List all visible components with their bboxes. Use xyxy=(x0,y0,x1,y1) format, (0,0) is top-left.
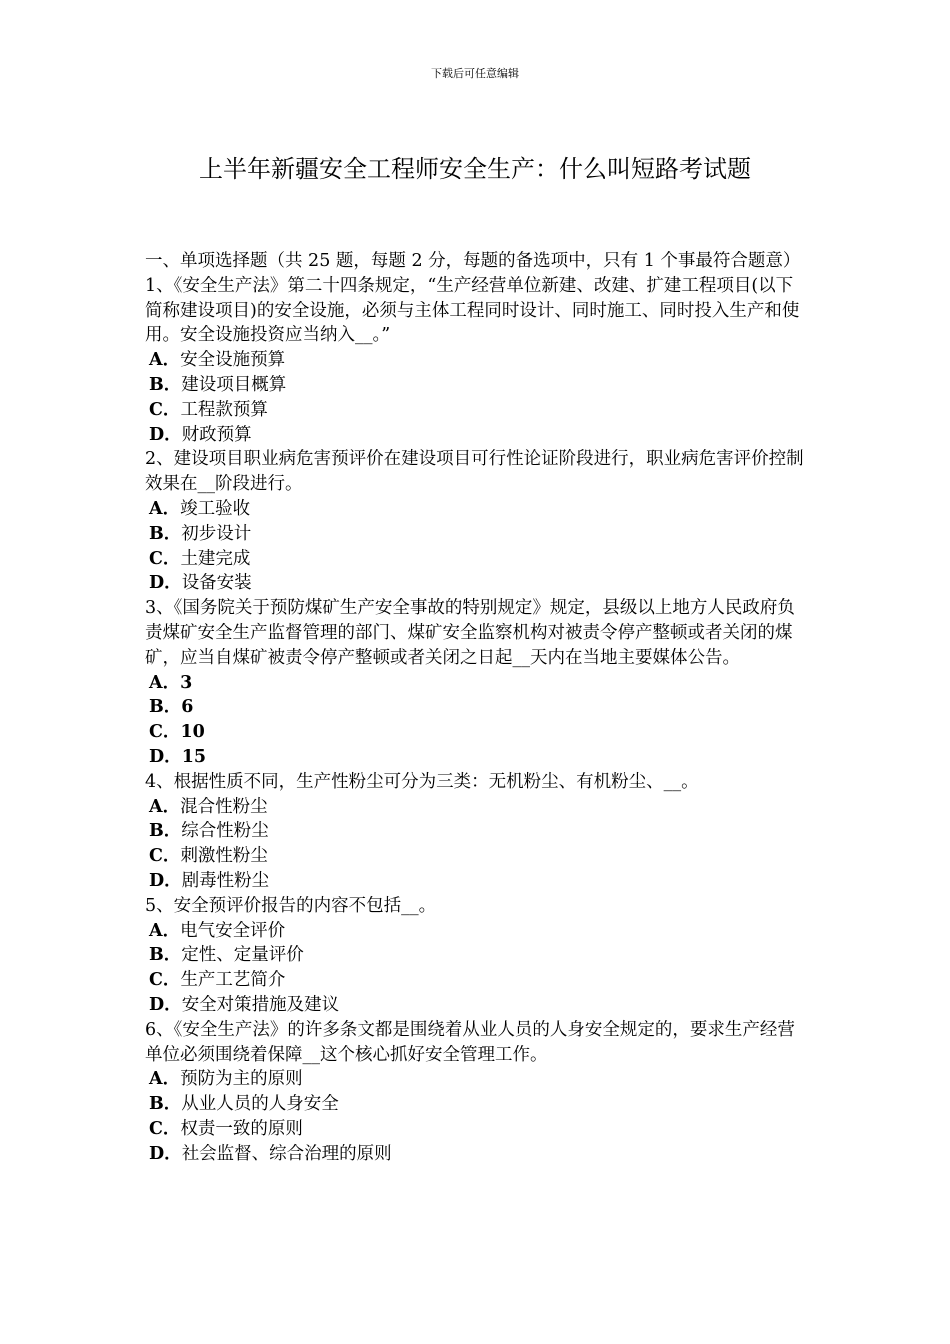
option-text: 刺激性粉尘 xyxy=(180,846,268,867)
answer-option xyxy=(145,695,810,720)
option-letter: C． xyxy=(149,722,181,743)
option-letter: D． xyxy=(149,870,182,891)
option-letter: B． xyxy=(149,374,182,395)
question-text: 6、《安全生产法》的许多条文都是围绕着从业人员的人身安全规定的，要求生产经营单位必须围绕着保障__这个核心抓好安全管理工作。 xyxy=(145,1019,795,1065)
question-block xyxy=(145,770,810,894)
answer-option xyxy=(145,1117,810,1142)
answer-option xyxy=(145,373,810,398)
exam-content xyxy=(145,249,810,1166)
option-letter: A． xyxy=(149,920,181,941)
answer-option xyxy=(145,423,810,448)
answer-option xyxy=(145,547,810,572)
option-text: 10 xyxy=(180,722,205,743)
answer-option xyxy=(145,993,810,1018)
option-letter: A． xyxy=(149,498,181,519)
option-letter: C． xyxy=(149,548,181,569)
answer-option xyxy=(145,1092,810,1117)
question-text: 3、《国务院关于预防煤矿生产安全事故的特别规定》规定，县级以上地方人民政府负责煤矿安全生产监督管理的部门、煤矿安全监察机构对被责令停产整顿或者关闭的煤矿，应当自煤矿被责令停产整顿或者关闭之日起__天内在当地主要媒体公告。 xyxy=(145,598,795,668)
question-text: 4、根据性质不同，生产性粉尘可分为三类：无机粉尘、有机粉尘、__。 xyxy=(145,771,699,792)
option-text: 权责一致的原则 xyxy=(180,1118,303,1139)
option-text: 财政预算 xyxy=(181,424,252,445)
option-text: 6 xyxy=(181,697,194,718)
option-letter: C． xyxy=(149,1118,181,1139)
answer-option xyxy=(145,968,810,993)
option-text: 生产工艺简介 xyxy=(180,970,286,991)
option-text: 安全设施预算 xyxy=(180,350,286,371)
option-letter: C． xyxy=(149,399,181,420)
option-text: 混合性粉尘 xyxy=(180,796,268,817)
option-text: 15 xyxy=(181,746,207,767)
section-heading: 一、单项选择题（共 25 题，每题 2 分，每题的备选项中，只有 1 个事最符合题意） xyxy=(145,251,801,271)
option-text: 预防为主的原则 xyxy=(180,1069,303,1090)
option-text: 安全对策措施及建议 xyxy=(181,994,340,1015)
answer-option xyxy=(145,1142,810,1167)
option-text: 综合性粉尘 xyxy=(181,821,269,842)
option-text: 电气安全评价 xyxy=(180,920,286,941)
answer-option xyxy=(145,745,810,770)
option-letter: D． xyxy=(149,573,182,594)
option-text: 初步设计 xyxy=(181,523,252,544)
option-text: 从业人员的人身安全 xyxy=(181,1094,339,1115)
option-letter: C． xyxy=(149,846,181,867)
option-letter: B． xyxy=(149,821,182,842)
answer-option xyxy=(145,844,810,869)
option-letter: A． xyxy=(149,1069,181,1090)
answer-option xyxy=(145,943,810,968)
option-letter: B． xyxy=(149,945,182,966)
question-block xyxy=(145,274,810,448)
answer-option xyxy=(145,671,810,696)
question-block xyxy=(145,894,810,1018)
option-letter: D． xyxy=(149,746,182,767)
option-text: 剧毒性粉尘 xyxy=(181,870,270,891)
answer-option xyxy=(145,720,810,745)
option-letter: B． xyxy=(149,523,182,544)
option-letter: A． xyxy=(149,350,181,371)
answer-option xyxy=(145,795,810,820)
answer-option xyxy=(145,919,810,944)
answer-option xyxy=(145,348,810,373)
option-letter: C． xyxy=(149,970,181,991)
option-letter: B． xyxy=(149,697,182,718)
answer-option xyxy=(145,398,810,423)
question-block xyxy=(145,447,810,596)
answer-option xyxy=(145,497,810,522)
document-title: 上半年新疆安全工程师安全生产：什么叫短路考试题 xyxy=(199,155,751,183)
option-letter: B． xyxy=(149,1094,182,1115)
option-text: 土建完成 xyxy=(180,548,251,569)
option-text: 工程款预算 xyxy=(180,399,268,420)
answer-option xyxy=(145,819,810,844)
option-letter: A． xyxy=(149,672,181,693)
answer-option xyxy=(145,522,810,547)
question-block xyxy=(145,1018,810,1167)
question-block xyxy=(145,596,810,770)
option-letter: D． xyxy=(149,994,182,1015)
option-letter: D． xyxy=(149,1143,182,1164)
answer-option xyxy=(145,1067,810,1092)
option-letter: A． xyxy=(149,796,181,817)
answer-option xyxy=(145,571,810,596)
option-text: 社会监督、综合治理的原则 xyxy=(181,1143,392,1164)
question-text: 1、《安全生产法》第二十四条规定，“生产经营单位新建、改建、扩建工程项目(以下简称建设项目)的安全设施，必须与主体工程同时设计、同时施工、同时投入生产和使用。安全设施投资应当纳入__。” xyxy=(145,275,800,346)
option-text: 定性、定量评价 xyxy=(181,945,304,966)
option-text: 设备安装 xyxy=(181,573,252,594)
question-text: 5、安全预评价报告的内容不包括__。 xyxy=(145,895,437,916)
option-text: 竣工验收 xyxy=(180,498,251,519)
answer-option xyxy=(145,869,810,894)
page-header-note: 下载后可任意编辑 xyxy=(431,67,519,80)
question-text: 2、建设项目职业病危害预评价在建设项目可行性论证阶段进行，职业病危害评价控制效果在__阶段进行。 xyxy=(145,449,804,495)
option-text: 建设项目概算 xyxy=(181,374,287,395)
option-text: 3 xyxy=(180,672,193,693)
option-letter: D． xyxy=(149,424,182,445)
